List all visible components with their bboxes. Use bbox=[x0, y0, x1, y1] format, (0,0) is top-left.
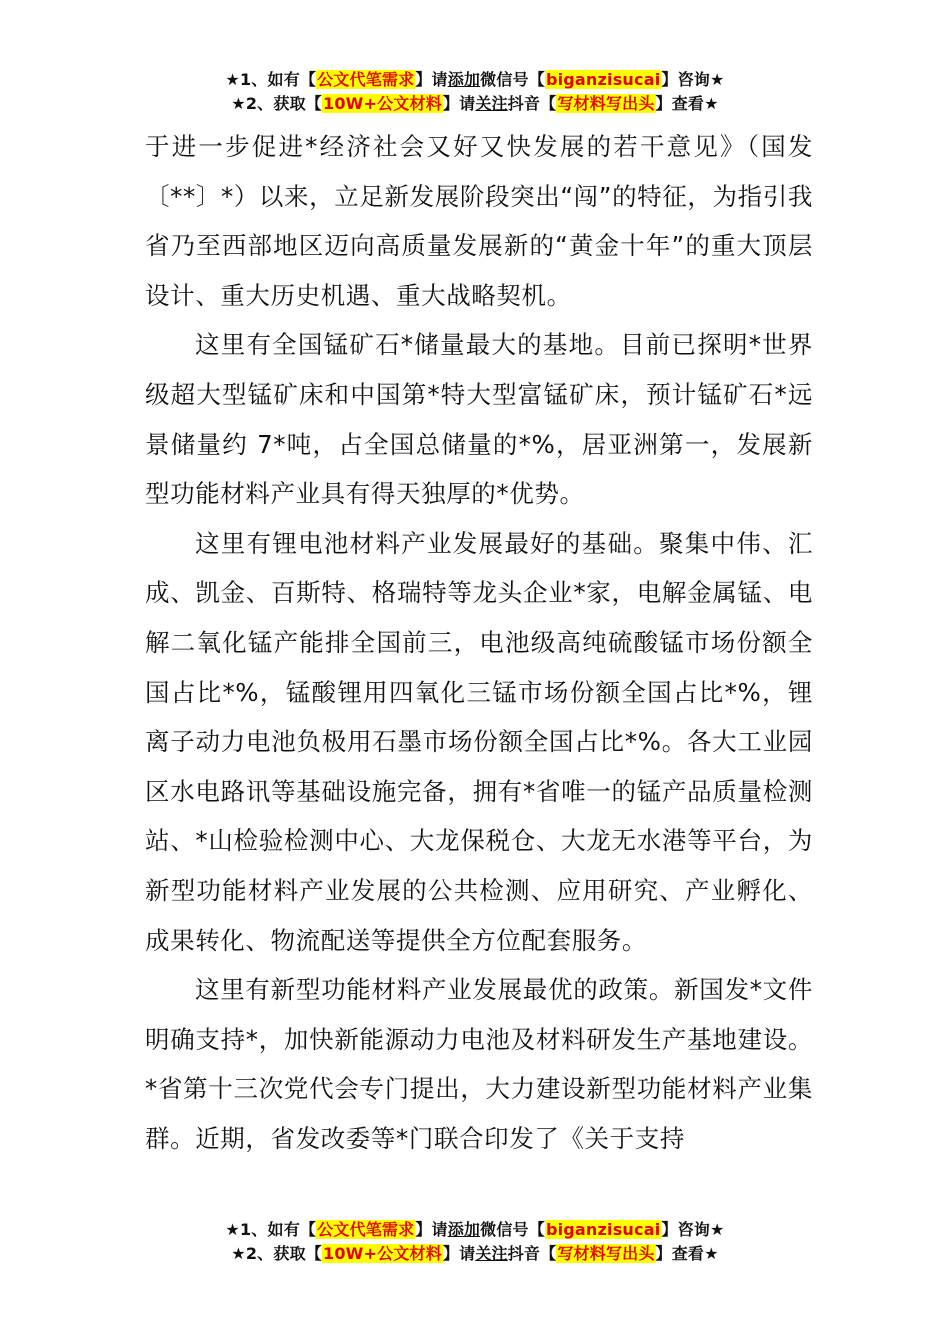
paragraph-1: 于进一步促进*经济社会又好又快发展的若干意见》（国发〔**〕*）以来，立足新发展阶段突出“闯”的特征，为指引我省乃至西部地区迈向高质量发展新的“黄金十年”的重大顶层设计、重大历史机遇、重大战略契机。 bbox=[145, 132, 813, 310]
banner-underline: 添加 bbox=[447, 70, 481, 89]
banner-highlight: 写材料写出头 bbox=[557, 1244, 655, 1263]
banner-text: 】请 bbox=[442, 1244, 476, 1263]
banner-line-2 bbox=[0, 1242, 950, 1266]
banner-text: ★2、获取【 bbox=[231, 94, 322, 113]
header-banner bbox=[0, 68, 950, 116]
banner-underline: 关注 bbox=[475, 94, 508, 113]
paragraph-3: 这里有锂电池材料产业发展最好的基础。聚集中伟、汇成、凯金、百斯特、格瑞特等龙头企业*家，电解金属锰、电解二氧化锰产能排全国前三，电池级高纯硫酸锰市场份额全国占比*%，锰酸锂用四氧化三锰市场份额全国占比*%，锂离子动力电池负极用石墨市场份额全国占比*%。各大工业园区水电路讯等基础设施完备，拥有*省唯一的锰产品质量检测站、*山检验检测中心、大龙保税仓、大龙无水港等平台，为新型功能材料产业发展的公共检测、应用研究、产业孵化、成果转化、物流配送等提供全方位配套服务。 bbox=[145, 528, 813, 955]
banner-underline: 关注 bbox=[475, 1244, 508, 1263]
banner-text: 】查看★ bbox=[655, 94, 719, 113]
banner-text: 微信号【 bbox=[480, 70, 545, 89]
footer-banner bbox=[0, 1218, 950, 1266]
banner-highlight: 10W+公文材料 bbox=[322, 1244, 442, 1263]
banner-highlight: 10W+公文材料 bbox=[322, 94, 442, 113]
paragraph-4: 这里有新型功能材料产业发展最优的政策。新国发*文件明确支持*，加快新能源动力电池及材料研发生产基地建设。*省第十三次党代会专门提出，大力建设新型功能材料产业集群。近期，省发改委等*门联合印发了《关于支持 bbox=[145, 975, 813, 1153]
banner-text: ★1、如有【 bbox=[225, 70, 317, 89]
banner-text: 抖音【 bbox=[507, 94, 557, 113]
banner-text: 】咨询★ bbox=[661, 70, 725, 89]
banner-highlight: biganzisucai bbox=[545, 1220, 661, 1239]
banner-line-1 bbox=[0, 68, 950, 92]
banner-text: 】请 bbox=[415, 1220, 448, 1239]
banner-text: 】请 bbox=[415, 70, 448, 89]
banner-text: ★1、如有【 bbox=[225, 1220, 317, 1239]
banner-highlight: biganzisucai bbox=[545, 70, 661, 89]
banner-underline: 添加 bbox=[447, 1220, 481, 1239]
banner-text: 抖音【 bbox=[507, 1244, 557, 1263]
banner-text: 】请 bbox=[442, 94, 476, 113]
banner-highlight: 写材料写出头 bbox=[557, 94, 655, 113]
banner-text: 】咨询★ bbox=[661, 1220, 725, 1239]
paragraph-2: 这里有全国锰矿石*储量最大的基地。目前已探明*世界级超大型锰矿床和中国第*特大型富锰矿床，预计锰矿石*远景储量约 7*吨，占全国总储量的*%，居亚洲第一，发展新型功能材料产业具有得天独厚的*优势。 bbox=[145, 330, 813, 509]
banner-highlight: 公文代笔需求 bbox=[317, 1220, 415, 1239]
banner-text: 】查看★ bbox=[655, 1244, 719, 1263]
banner-line-2 bbox=[0, 92, 950, 116]
banner-line-1 bbox=[0, 1218, 950, 1242]
banner-text: 微信号【 bbox=[480, 1220, 545, 1239]
banner-highlight: 公文代笔需求 bbox=[317, 70, 415, 89]
document-body bbox=[145, 122, 813, 1163]
banner-text: ★2、获取【 bbox=[231, 1244, 322, 1263]
